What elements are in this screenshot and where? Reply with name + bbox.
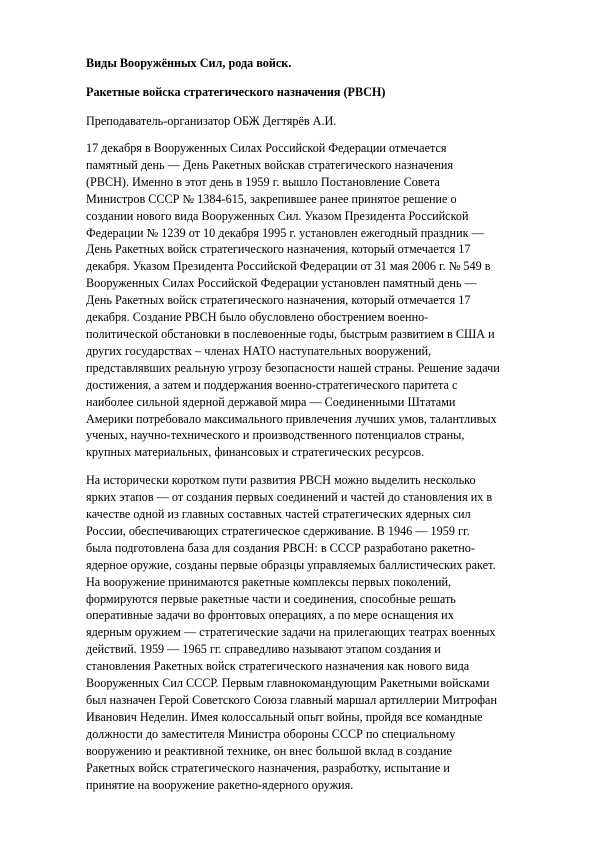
text-line: Министров СССР № 1384-615, закрепившее ранее принятое решение о — [86, 191, 457, 206]
text-line: других государствах – членах НАТО наступательных вооружений, — [86, 343, 432, 358]
text-line: ядерное оружие, созданы первые образцы управляемых баллистических ракет. — [86, 557, 496, 572]
text-line: 17 декабря в Вооруженных Силах Российской Федерации отмечается — [86, 141, 447, 155]
text-line: Иванович Неделин. Имея колоссальный опыт войны, пройдя все командные — [86, 709, 483, 724]
text-line: представлявших реальную угрозу безопасности нашей страны. Решение задачи — [86, 360, 500, 375]
text-line: должности до заместителя Министра обороны СССР по специальному — [86, 726, 456, 741]
text-line: На вооружение принимаются ракетные комплексы первых поколений, — [86, 574, 452, 589]
text-line: крупных материальных, финансовых и стратегических ресурсов. — [86, 445, 425, 460]
text-line: (РВСН). Именно в этот день в 1959 г. вышло Постановление Совета — [86, 174, 440, 189]
text-line: Вооруженных Сил СССР. Первым главнокомандующим Ракетными войсками — [86, 676, 490, 691]
text-line: политической обстановки в послевоенные годы, быстрым развитием в США и — [86, 326, 495, 341]
text-line: Вооруженных Силах Российской Федерации установлен памятный день — — [86, 276, 477, 291]
text-line: становления Ракетных войск стратегического назначения как нового вида — [86, 659, 470, 674]
text-line: вооружению и реактивной технике, он внес большой вклад в создание — [86, 743, 452, 758]
text-line: оперативные задачи во фронтовых операциях, а по мере оснащения их — [86, 608, 454, 623]
text-line: была подготовлена база для создания РВСН: в СССР разработано ракетно- — [86, 540, 475, 555]
text-line: достижения, а затем и поддержания военно-стратегического паритета с — [86, 377, 458, 392]
author-line: Преподаватель-организатор ОБЖ Дегтярёв А.И. — [86, 114, 337, 128]
text-line: Америки потребовало максимального привлечения лучших умов, талантливых — [86, 411, 497, 426]
text-line: наиболее сильной ядерной державой мира — Соединенными Штатами — [86, 394, 456, 409]
text-line: ядерным оружием — стратегические задачи на прилегающих театрах военных — [86, 625, 496, 640]
text-line: День Ракетных войск стратегического назначения, который отмечается 17 — [86, 293, 471, 308]
text-line: принятие на вооружение ракетно-ядерного оружия. — [86, 777, 354, 792]
text-line: формируются первые ракетные части и соединения, способные решать — [86, 591, 456, 606]
text-line: создании нового вида Вооруженных Сил. Указом Президента Российской — [86, 208, 469, 223]
text-line: ярких этапов — от создания первых соединений и частей до становления их в — [86, 490, 493, 505]
text-line: декабря. Создание РВСН было обусловлено обострением военно- — [86, 310, 429, 325]
text-line: действий. 1959 — 1965 гг. справедливо называют этапом создания и — [86, 642, 441, 657]
document-content — [86, 55, 522, 804]
document-subtitle: Ракетные войска стратегического назначения (РВСН) — [86, 85, 386, 99]
text-line: декабря. Указом Президента Российской Федерации от 31 мая 2006 г. № 549 в — [86, 259, 491, 274]
text-line: России, обеспечивающих стратегическое сдерживание. В 1946 — 1959 гг. — [86, 523, 470, 538]
text-line: Федерации № 1239 от 10 декабря 1995 г. установлен ежегодный праздник — — [86, 225, 484, 240]
paragraph-1 — [86, 140, 522, 461]
text-line: На исторически коротком пути развития РВСН можно выделить несколько — [86, 473, 476, 488]
document-title: Виды Вооружённых Сил, рода войск. — [86, 56, 292, 70]
text-line: качестве одной из главных составных частей стратегических ядерных сил — [86, 507, 471, 522]
paragraph-2 — [86, 472, 522, 793]
text-line: День Ракетных войск стратегического назначения, который отмечается 17 — [86, 242, 471, 257]
text-line: памятный день — День Ракетных войскав стратегического назначения — [86, 157, 454, 172]
text-line: ученых, научно-технического и производственного потенциалов страны, — [86, 428, 465, 443]
text-line: был назначен Герой Советского Союза главный маршал артиллерии Митрофан — [86, 693, 497, 707]
text-line: Ракетных войск стратегического назначения, разработку, испытание и — [86, 760, 450, 775]
